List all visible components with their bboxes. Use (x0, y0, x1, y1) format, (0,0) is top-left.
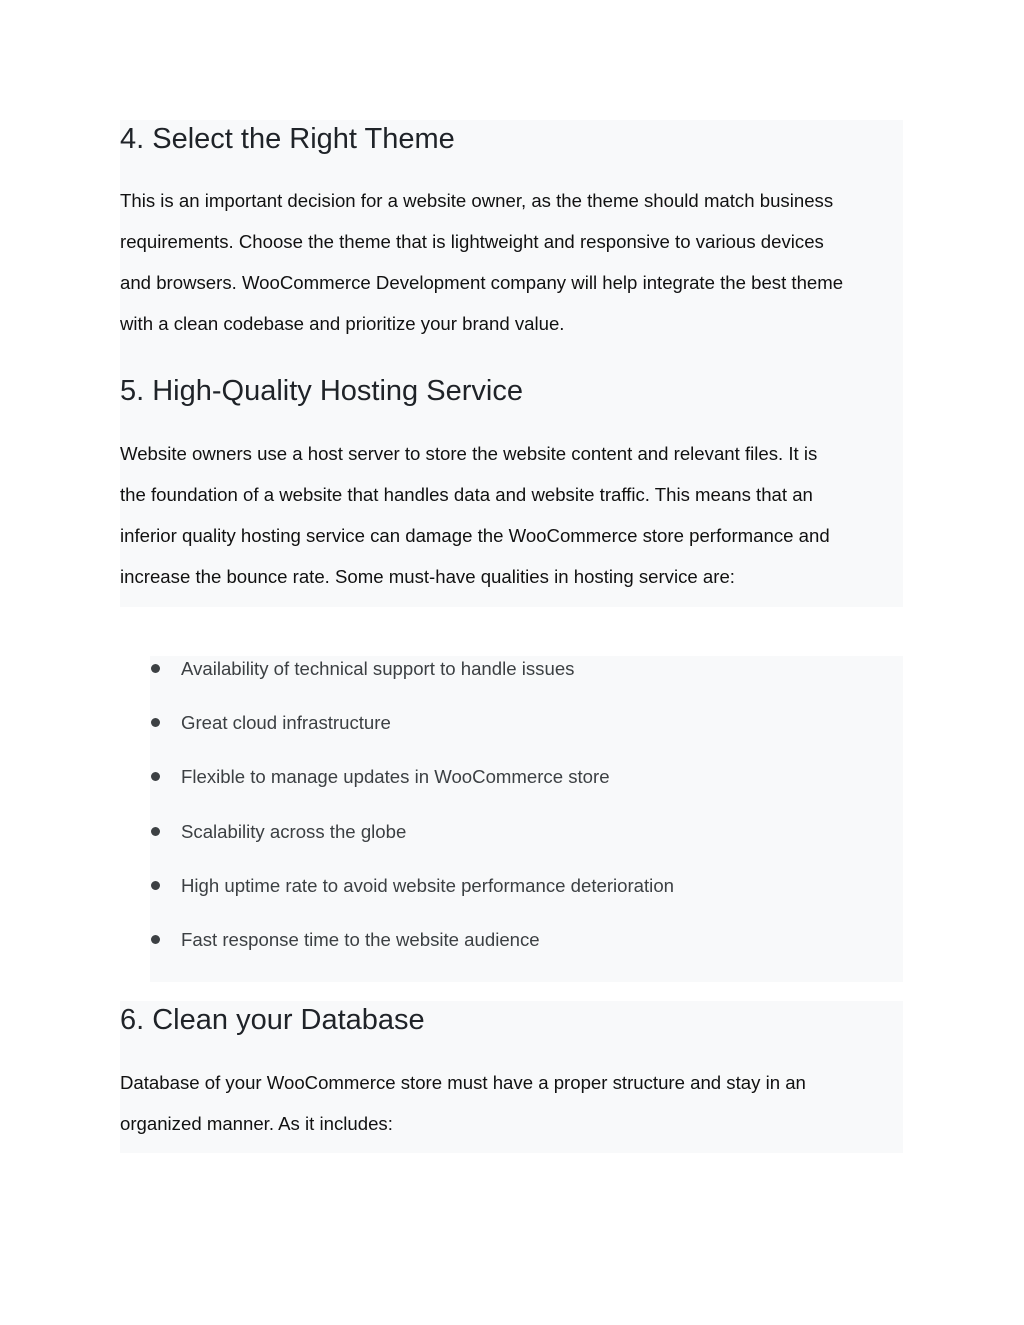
bullet-icon (151, 718, 160, 727)
bullet-icon (151, 772, 160, 781)
paragraph-line: Database of your WooCommerce store must have a proper structure and stay in an (120, 1072, 806, 1093)
section-block-database (120, 1001, 903, 1153)
paragraph-line: organized manner. As it includes: (120, 1113, 393, 1134)
heading-select-theme: 4. Select the Right Theme (120, 123, 455, 155)
paragraph-line: inferior quality hosting service can damage the WooCommerce store performance and (120, 525, 830, 546)
bullet-icon (151, 935, 160, 944)
paragraph-line: increase the bounce rate. Some must-have qualities in hosting service are: (120, 566, 735, 587)
bullet-icon (151, 827, 160, 836)
paragraph-clean-database (120, 1062, 806, 1144)
paragraph-line: and browsers. WooCommerce Development company will help integrate the best theme (120, 272, 844, 293)
paragraph-line: the foundation of a website that handles data and website traffic. This means that an (120, 484, 813, 505)
list-item-text: High uptime rate to avoid website performance deterioration (181, 874, 674, 896)
list-item (181, 765, 674, 819)
bullet-icon (151, 664, 160, 673)
heading-clean-database: 6. Clean your Database (120, 1004, 425, 1036)
list-item (181, 874, 674, 928)
list-item-text: Great cloud infrastructure (181, 712, 391, 734)
list-item (181, 820, 674, 874)
list-item-text: Flexible to manage updates in WooCommerce store (181, 766, 610, 788)
paragraph-line: requirements. Choose the theme that is lightweight and responsive to various devices (120, 231, 824, 252)
paragraph-line: This is an important decision for a website owner, as the theme should match business (120, 190, 834, 211)
paragraph-hosting-service (120, 433, 830, 597)
list-item-text: Availability of technical support to handle issues (181, 658, 575, 679)
bullet-icon (151, 881, 160, 890)
paragraph-line: with a clean codebase and prioritize your brand value. (120, 313, 565, 334)
list-item-text: Fast response time to the website audience (181, 928, 540, 950)
hosting-qualities-list (181, 657, 674, 982)
list-item (181, 928, 674, 982)
section-block-theme-hosting (120, 120, 903, 607)
hosting-qualities-list-block (150, 656, 903, 982)
heading-hosting-service: 5. High-Quality Hosting Service (120, 375, 523, 407)
list-item (181, 711, 674, 765)
list-item (181, 657, 674, 711)
paragraph-line: Website owners use a host server to store the website content and relevant files. It is (120, 443, 818, 464)
list-item-text: Scalability across the globe (181, 820, 407, 842)
paragraph-select-theme (120, 180, 843, 344)
